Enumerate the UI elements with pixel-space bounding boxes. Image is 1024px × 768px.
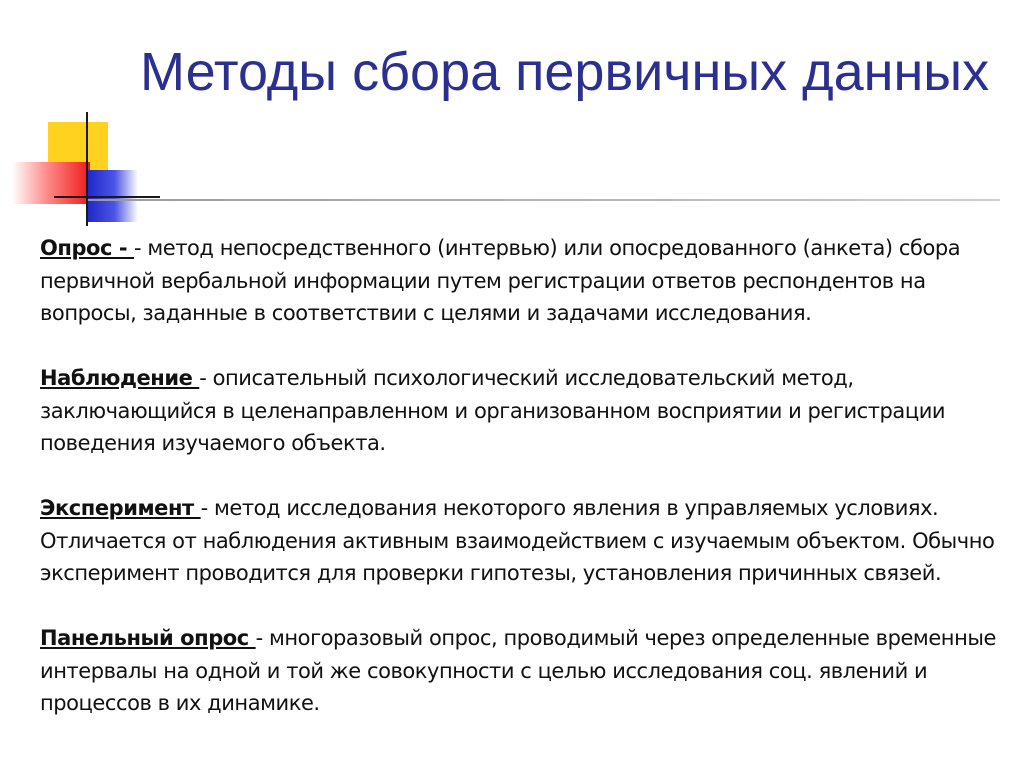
definition-survey bbox=[40, 232, 1005, 330]
definition-text: - метод исследования некоторого явления в управляемых условиях. Отличается от наблюдения активным взаимодействием с изучаемым объектом. Обычно эксперимент проводится для проверки гипотезы, установления причинных связей. bbox=[40, 496, 995, 585]
definition-term: Наблюдение bbox=[40, 366, 200, 390]
title-underline-rule bbox=[88, 199, 1000, 201]
definition-text: - описательный психологический исследовательский метод, заключающийся в целенаправленном и организованном восприятии и регистрации поведения изучаемого объекта. bbox=[40, 366, 946, 455]
corner-decoration bbox=[0, 0, 160, 240]
vertical-rule bbox=[86, 112, 88, 226]
definition-text: - многоразовый опрос, проводимый через определенные временные интервалы на одной и той же совокупности с целью исследования соц. явлений и процессов в их динамике. bbox=[40, 626, 996, 715]
definition-panel-survey bbox=[40, 622, 1005, 720]
definition-observation bbox=[40, 362, 1005, 460]
definitions-list bbox=[40, 232, 1005, 752]
definition-term: Панельный опрос bbox=[40, 626, 256, 650]
slide-title: Методы сбора первичных данных bbox=[140, 42, 990, 102]
definition-experiment bbox=[40, 492, 1005, 590]
definition-term: Опрос - bbox=[40, 236, 135, 260]
definition-term: Эксперимент bbox=[40, 496, 201, 520]
short-horizontal-rule bbox=[54, 196, 160, 198]
definition-text: - метод непосредственного (интервью) или опосредованного (анкета) сбора первичной вербальной информации путем регистрации ответов респондентов на вопросы, заданные в соответствии с целями и задачами исследования. bbox=[40, 236, 961, 325]
